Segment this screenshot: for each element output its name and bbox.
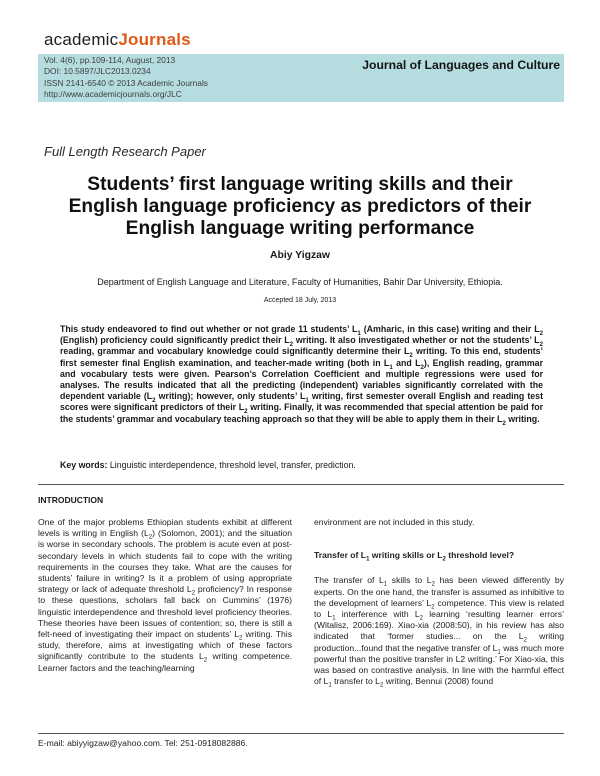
section-heading-introduction: INTRODUCTION: [38, 495, 104, 505]
journal-logo: [44, 30, 191, 50]
citation-meta: [44, 55, 208, 101]
logo-part-journals: Journals: [118, 30, 191, 49]
doi-line: DOI: 10.5897/JLC2013.0234: [44, 66, 151, 77]
body-column-right: [314, 517, 564, 687]
section-divider: [38, 484, 564, 485]
abstract: This study endeavored to find out whether or not grade 11 students’ $L_1$ (Amharic, in this case) writing and their $L_2$ (English) proficiency could significantly predict their $L_2$ writing. It also investigated whether or not the students’ $L_2$ reading, grammar and vocabulary knowledge could significantly determine their $L_2$ writing. To this end, students’ first semester final English examination, and teacher-made writing (both in $L_1$ and $L_2$), English reading, grammar and vocabulary tests were given. Pearson’s Correlation Coefficient and multiple regressions were used for analyses. The results indicated that all the predicting (independent) variables significantly correlated with the dependent variable ($L_2$ writing); however, only students’ $L_1$ writing, first semester overall English and reading test scores were significant predictors of their $L_2$ writing. Finally, it was recommended that special attention be paid for the students’ grammar and vocabulary teaching approach so that they will be able to apply them in their $L_2$ writing.: [60, 324, 544, 427]
issn-line: ISSN 2141-6540 © 2013 Academic Journals: [44, 77, 208, 88]
logo-part-academic: academic: [44, 30, 119, 49]
journal-name: Journal of Languages and Culture: [362, 58, 560, 72]
keywords-text: Linguistic interdependence, threshold level, transfer, prediction.: [107, 460, 356, 470]
journal-url[interactable]: http://www.academicjournals.org/JLC: [44, 89, 182, 100]
keywords: [60, 460, 356, 470]
footnote-divider: [38, 733, 564, 734]
subsection-heading-transfer: Transfer of $L_1$ writing skills or $L_2$ threshold level?: [314, 550, 515, 563]
volume-line: Vol. 4(6), pp.109-114, August, 2013: [44, 55, 176, 65]
paper-type: Full Length Research Paper: [44, 144, 206, 159]
paragraph-transfer: The transfer of $L_1$ skills to $L_2$ has been viewed differently by experts. On the one hand, the transfer is assumed as inhibitive to the development of learners’ $L_2$ competence. This view is related to $L_1$ interference with $L_2$ learning ‘resulting learner errors’ (Witalisz, 2006:169). Xiao-xia (2008:50), in his review has also indicated that ‘former studies... on the $L_2$ writing production...found that the negative transfer of $L_1$ was much more powerful than the positive transfer in L2 writing.’ For Xiao-xia, this was based on contrastive analysis. In line with the harmful effect of $L_1$ transfer to $L_2$ writing, Bennui (2008) found: [314, 575, 565, 689]
author-name: Abiy Yigzaw: [269, 250, 331, 261]
contact-footnote: E-mail: abiyyigzaw@yahoo.com. Tel: 251-0918082886.: [38, 738, 248, 748]
keywords-label: Key words:: [60, 460, 108, 470]
body-column-left: One of the major problems Ethiopian students exhibit at different levels is writing in English $(L_2)$ (Solomon, 2001); and the situation is worse in secondary schools. The problem is acute even at post-secondary levels in which students fail to cope with the writing requirements in the courses they take. What are the causes for students’ failure in writing? Is it a problem of using appropriate strategy or lack of adequate threshold $L_2$ proficiency? In response to these questions, scholars fall back on Cummins’ (1976) linguistic interdependence and threshold level proficiency theories. These theories have been issues of contention; so, there is still a felt-need of investigating their impact on students’ $L_2$ writing. This study, therefore, aims at investigating which of these factors significantly contribute to the students $L_2$ writing competence. Learner factors and the teaching/learning: [38, 517, 293, 673]
paper-title: Students’ first language writing skills and their English language proficiency as predictors of their English language writing performance: [68, 174, 532, 239]
paragraph-continuation: environment are not included in this study.: [314, 517, 475, 527]
author-affiliation: Department of English Language and Literature, Faculty of Humanities, Bahir Dar University, Ethiopia.: [97, 277, 503, 287]
accepted-date: Accepted 18 July, 2013: [263, 297, 337, 304]
